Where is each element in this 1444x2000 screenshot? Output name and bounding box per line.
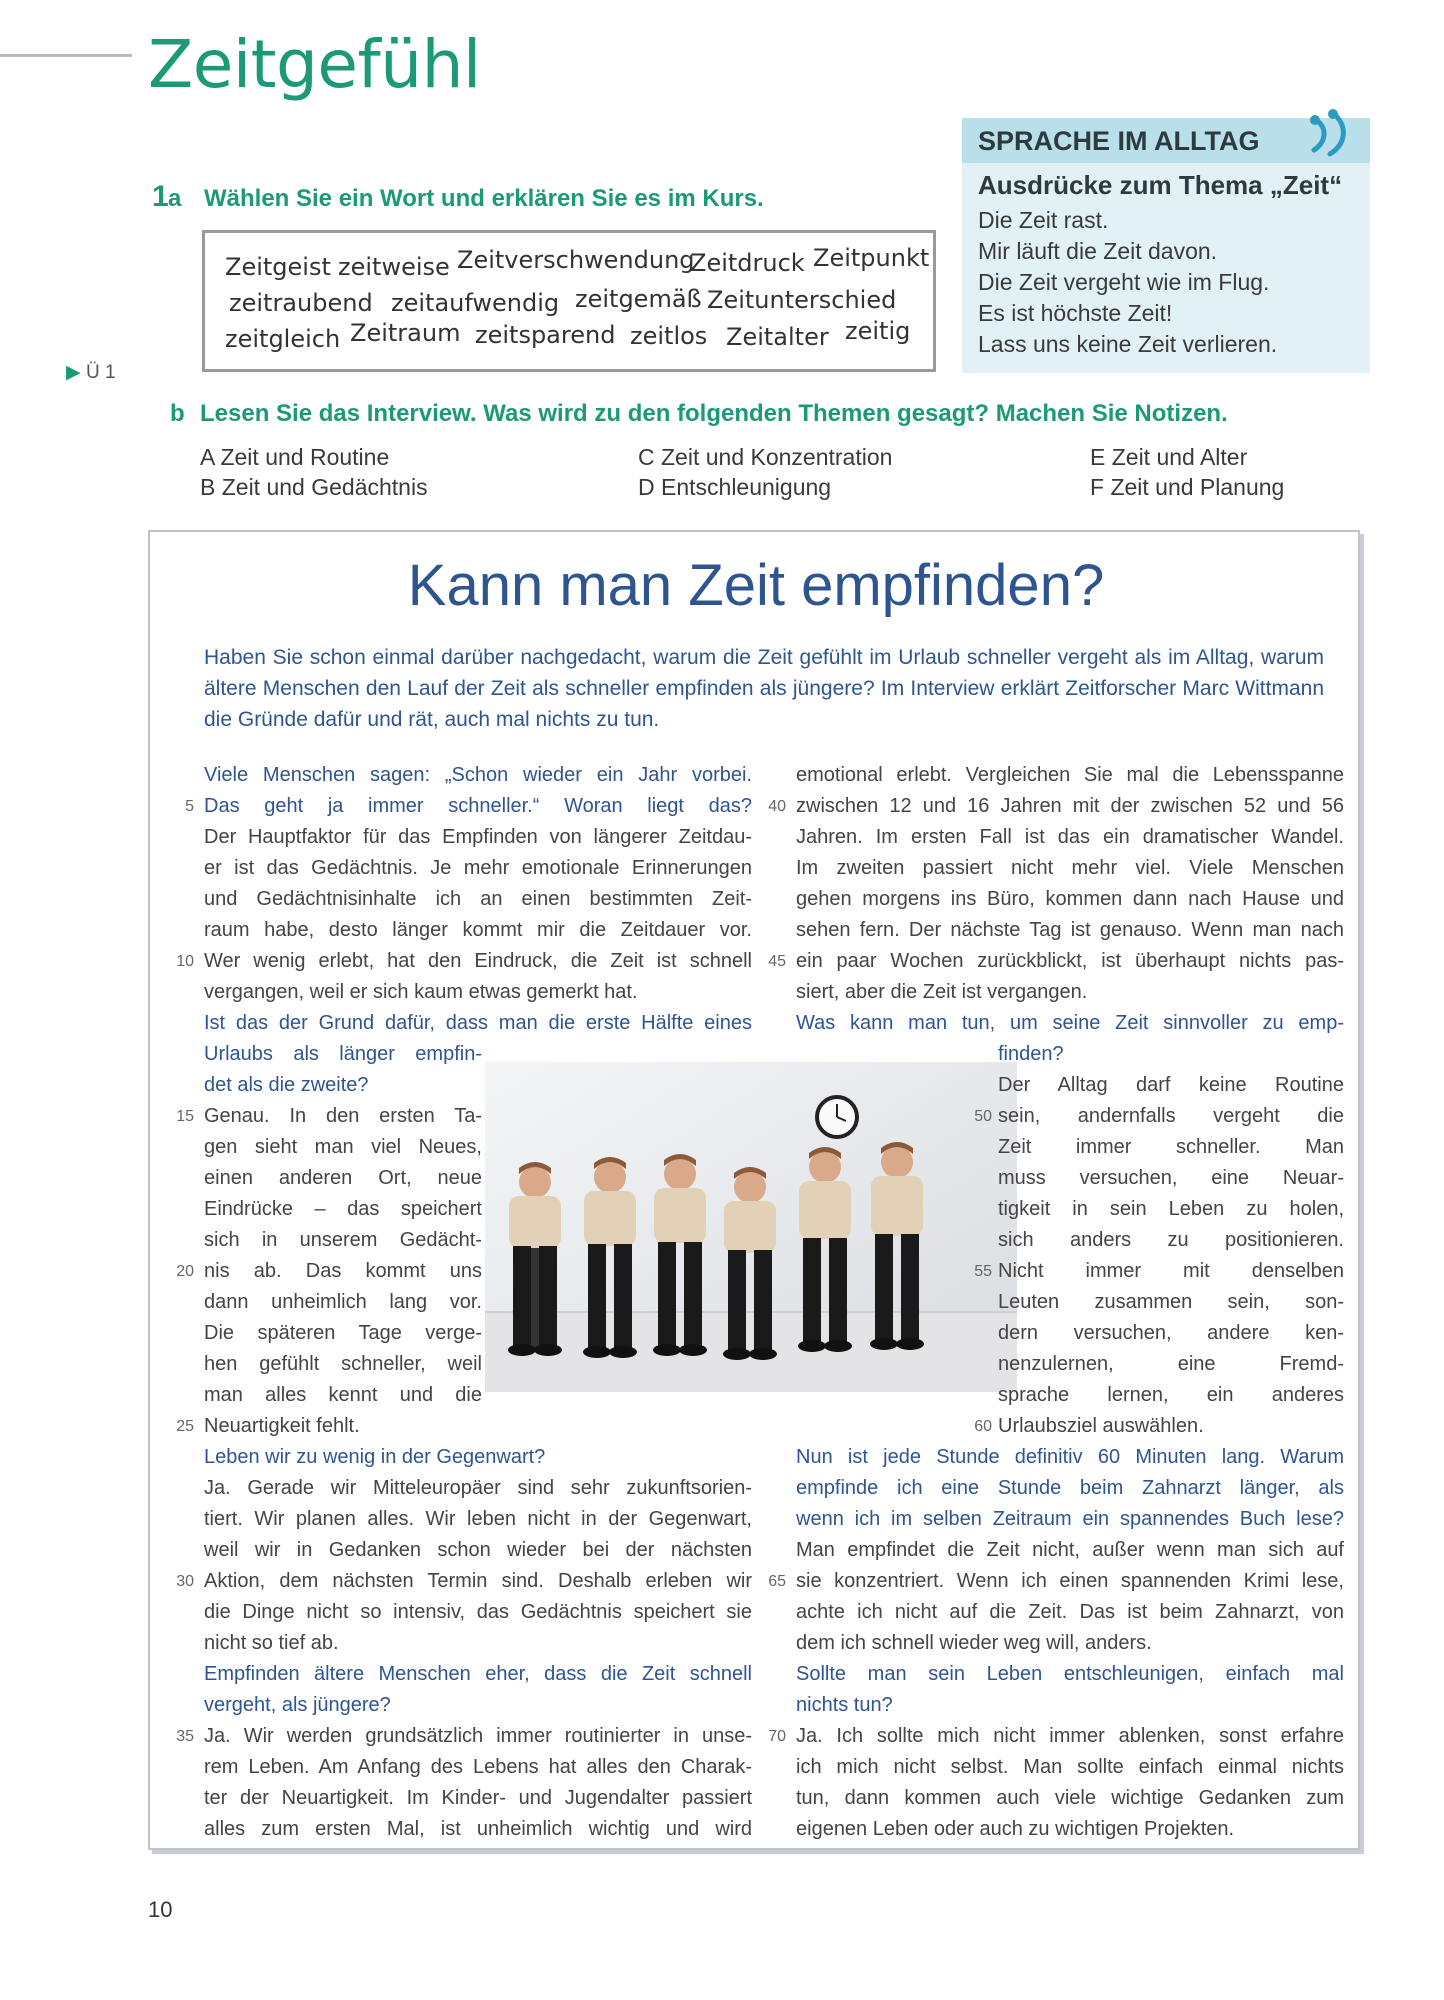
line-number: 65 — [768, 1573, 786, 1590]
article-line: achte ich nicht auf die Zeit. Das ist beim Zahnarzt, von — [796, 1601, 1344, 1623]
article-line: sehen fern. Der nächste Tag ist genauso. Wenn man nach — [796, 919, 1344, 941]
article-line: ein paar Wochen zurückblickt, ist überhaupt nichts pas- — [796, 950, 1344, 972]
article-line: Urlaubsziel auswählen. — [998, 1415, 1204, 1437]
word-item: Zeitverschwendung — [457, 246, 695, 274]
article-line: det als die zweite? — [204, 1074, 369, 1096]
info-line: Es ist höchste Zeit! — [978, 300, 1173, 326]
word-item: Zeitunterschied — [707, 286, 897, 314]
article-line: vergeht, als jüngere? — [204, 1694, 391, 1716]
speech-quote-icon — [1302, 98, 1362, 158]
line-number: 45 — [768, 953, 786, 970]
play-arrow-icon: ▶ — [66, 362, 81, 383]
word-item: zeitgemäß — [575, 285, 702, 313]
article-line: emotional erlebt. Vergleichen Sie mal die Lebensspanne — [796, 764, 1344, 786]
info-box-label: SPRACHE IM ALLTAG — [978, 126, 1260, 156]
article-line: Der Alltag darf keine Routine — [998, 1074, 1344, 1096]
info-box-subtitle: Ausdrücke zum Thema „Zeit“ — [978, 170, 1343, 200]
article-line: muss versuchen, eine Neuar- — [998, 1167, 1344, 1189]
article-line: rem Leben. Am Anfang des Lebens hat alles den Charak- — [204, 1756, 752, 1778]
waiting-people-photo — [485, 1062, 1017, 1392]
line-number: 20 — [176, 1263, 194, 1280]
word-item: Zeitgeist — [225, 253, 331, 281]
article-line: Nicht immer mit denselben — [998, 1260, 1344, 1282]
article-line: dann unheimlich lang vor. — [204, 1291, 482, 1313]
article-line: tigkeit in sein Leben zu holen, — [998, 1198, 1344, 1220]
line-number: 40 — [768, 798, 786, 815]
exercise-1b-instruction: Lesen Sie das Interview. Was wird zu den folgenden Themen gesagt? Machen Sie Notizen. — [200, 400, 1228, 427]
word-item: zeitsparend — [475, 321, 616, 349]
word-item: zeitlos — [630, 322, 708, 350]
article-line: und Gedächtnisinhalte ich an einen bestimmten Zeit- — [204, 888, 752, 910]
article-line: Genau. In den ersten Ta- — [204, 1105, 482, 1127]
exercise-letter-b: b — [170, 400, 185, 427]
article-line: die Dinge nicht so intensiv, das Gedächtnis speichert sie — [204, 1601, 752, 1623]
info-line: Die Zeit vergeht wie im Flug. — [978, 269, 1270, 295]
article-intro: Haben Sie schon einmal darüber nachgedacht, warum die Zeit gefühlt im Urlaub schneller vergeht als im Alltag, warum ältere Menschen den Lauf der Zeit als schneller empfinden als jüngere? Im Interview erklärt Zeitforscher Marc Wittmann die Gründe dafür und rät, auch mal nichts zu tun. — [204, 646, 1324, 731]
word-item: Zeitalter — [726, 323, 829, 351]
word-item: zeitaufwendig — [391, 289, 560, 317]
article-line: Zeit immer schneller. Man — [998, 1136, 1344, 1158]
header-rule — [0, 54, 132, 57]
word-item: zeitraubend — [229, 289, 373, 317]
article-line: Urlaubs als länger empfin- — [204, 1043, 482, 1065]
exercise-1a-instruction: Wählen Sie ein Wort und erklären Sie es im Kurs. — [204, 185, 764, 212]
article-line: sich in unserem Gedächt- — [204, 1229, 482, 1251]
article-line: Aktion, dem nächsten Termin sind. Deshalb erleben wir — [204, 1570, 752, 1592]
line-number: 70 — [768, 1728, 786, 1745]
info-line: Mir läuft die Zeit davon. — [978, 238, 1218, 264]
article-panel — [148, 530, 1360, 1850]
theme-item: E Zeit und Alter — [1090, 444, 1248, 470]
article-line: finden? — [998, 1043, 1064, 1065]
article-line: gehen morgens ins Büro, kommen dann nach Hause und — [796, 888, 1344, 910]
article-line: Sollte man sein Leben entschleunigen, einfach mal — [796, 1663, 1344, 1685]
word-item: zeitweise — [338, 253, 450, 281]
line-number: 25 — [176, 1418, 194, 1435]
article-line: tun, dann kommen auch viele wichtige Gedanken zum — [796, 1787, 1344, 1809]
word-item: Zeitraum — [350, 319, 461, 347]
article-line: Im zweiten passiert nicht mehr viel. Viele Menschen — [796, 857, 1344, 879]
article-line: Neuartigkeit fehlt. — [204, 1415, 360, 1437]
article-line: vergangen, weil er sich kaum etwas gemerkt hat. — [204, 981, 638, 1003]
article-line: siert, aber die Zeit ist vergangen. — [796, 981, 1088, 1003]
article-line: weil wir in Gedanken schon wieder bei der nächsten — [204, 1539, 752, 1561]
article-line: raum habe, desto länger kommt mir die Zeitdauer vor. — [204, 919, 752, 941]
article-line: Ja. Ich sollte mich nicht immer ablenken, sonst erfahre — [796, 1725, 1344, 1747]
article-line: Die späteren Tage verge- — [204, 1322, 482, 1344]
line-number: 10 — [176, 953, 194, 970]
article-line: nenzulernen, eine Fremd- — [998, 1353, 1344, 1375]
article-line: zwischen 12 und 16 Jahren mit der zwischen 52 und 56 — [796, 795, 1344, 817]
clock-icon — [817, 1097, 857, 1137]
article-line: dem ich schnell wieder weg will, anders. — [796, 1632, 1152, 1654]
word-item: zeitig — [845, 317, 911, 345]
line-number: 30 — [176, 1573, 194, 1590]
article-line: Nun ist jede Stunde definitiv 60 Minuten lang. Warum — [796, 1446, 1344, 1468]
exercise-number: 1 — [152, 180, 169, 213]
word-item: Zeitpunkt — [813, 244, 930, 272]
info-box-header — [962, 118, 1370, 163]
article-line: Viele Menschen sagen: „Schon wieder ein Jahr vorbei. — [204, 764, 752, 786]
article-line: sich anders zu positionieren. — [998, 1229, 1344, 1251]
line-number: 35 — [176, 1728, 194, 1745]
article-line: Ist das der Grund dafür, dass man die erste Hälfte eines — [204, 1012, 752, 1034]
word-box — [202, 230, 936, 372]
line-number: 60 — [974, 1418, 992, 1435]
article-line: ich mich nicht selbst. Man sollte einfach einmal nichts — [796, 1756, 1344, 1778]
article-line: Wer wenig erlebt, hat den Eindruck, die Zeit ist schnell — [204, 950, 752, 972]
article-line: nis ab. Das kommt uns — [204, 1260, 482, 1282]
theme-item: B Zeit und Gedächtnis — [200, 474, 428, 500]
article-line: einen anderen Ort, neue — [204, 1167, 482, 1189]
article-line: Der Hauptfaktor für das Empfinden von längerer Zeitdau- — [204, 826, 752, 848]
page-title: Zeitgefühl — [148, 26, 481, 103]
article-line: Man empfindet die Zeit nicht, außer wenn man sich auf — [796, 1539, 1344, 1561]
line-number: 5 — [185, 798, 194, 815]
info-line: Die Zeit rast. — [978, 207, 1109, 233]
workbook-reference: Ü 1 — [86, 362, 116, 383]
article-line: er ist das Gedächtnis. Je mehr emotionale Erinnerungen — [204, 857, 752, 879]
article-line: Empfinden ältere Menschen eher, dass die Zeit schnell — [204, 1663, 752, 1685]
article-line: sprache lernen, ein anderes — [998, 1384, 1344, 1406]
word-item: zeitgleich — [225, 325, 341, 353]
line-number: 55 — [974, 1263, 992, 1280]
article-line: nicht so tief ab. — [204, 1632, 339, 1654]
article-line: gen sieht man viel Neues, — [204, 1136, 482, 1158]
theme-item: F Zeit und Planung — [1090, 474, 1285, 500]
article-line: empfinde ich eine Stunde beim Zahnarzt länger, als — [796, 1477, 1344, 1499]
article-line: Leben wir zu wenig in der Gegenwart? — [204, 1446, 546, 1468]
article-title: Kann man Zeit empfinden? — [407, 553, 1105, 618]
article-line: Das geht ja immer schneller.“ Woran liegt das? — [204, 795, 752, 817]
article-line: hen gefühlt schneller, weil — [204, 1353, 482, 1375]
page-number: 10 — [148, 1897, 173, 1922]
article-line: alles zum ersten Mal, ist unheimlich wichtig und wird — [204, 1818, 752, 1840]
line-number: 50 — [974, 1108, 992, 1125]
article-line: Ja. Gerade wir Mitteleuropäer sind sehr zukunftsorien- — [204, 1477, 752, 1499]
theme-item: A Zeit und Routine — [200, 444, 390, 470]
language-info-box — [962, 118, 1370, 373]
article-line: Was kann man tun, um seine Zeit sinnvoller zu emp- — [796, 1012, 1344, 1034]
article-line: nichts tun? — [796, 1694, 893, 1716]
article-line: Eindrücke – das speichert — [204, 1198, 482, 1220]
article-line: tiert. Wir planen alles. Wir leben nicht in der Gegenwart, — [204, 1508, 752, 1530]
article-line: ter der Neuartigkeit. Im Kinder- und Jugendalter passiert — [204, 1787, 752, 1809]
exercise-letter-a: a — [168, 185, 182, 212]
article-line: Leuten zusammen sein, son- — [998, 1291, 1344, 1313]
theme-item: C Zeit und Konzentration — [638, 444, 893, 470]
theme-item: D Entschleunigung — [638, 474, 832, 500]
article-line: Ja. Wir werden grundsätzlich immer routinierter in unse- — [204, 1725, 752, 1747]
article-line: wenn ich im selben Zeitraum ein spannendes Buch lese? — [796, 1508, 1344, 1530]
article-line: dern versuchen, andere ken- — [998, 1322, 1344, 1344]
article-line: sein, andernfalls vergeht die — [998, 1105, 1344, 1127]
line-number: 15 — [176, 1108, 194, 1125]
info-line: Lass uns keine Zeit verlieren. — [978, 331, 1278, 357]
article-line: eigenen Leben oder auch zu wichtigen Projekten. — [796, 1818, 1235, 1840]
article-line: man alles kennt und die — [204, 1384, 482, 1406]
article-line: Jahren. Im ersten Fall ist das ein dramatischer Wandel. — [796, 826, 1344, 848]
word-item: Zeitdruck — [690, 249, 805, 277]
article-line: sie konzentriert. Wenn ich einen spannenden Krimi lese, — [796, 1570, 1344, 1592]
